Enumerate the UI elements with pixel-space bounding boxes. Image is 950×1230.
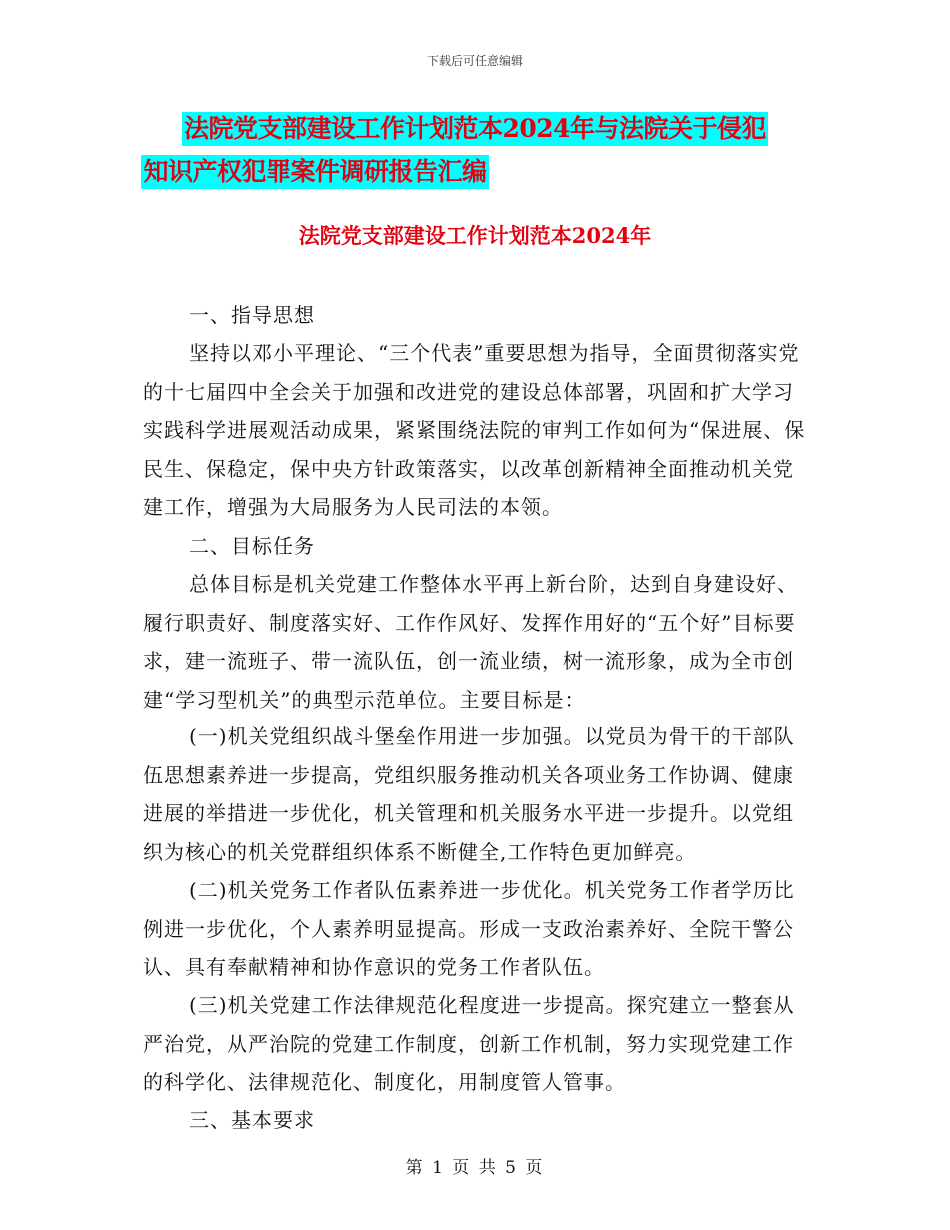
paragraph-goal-1: (一)机关党组织战斗堡垒作用进一步加强。以党员为骨干的干部队伍思想素养进一步提高，党组织服务推动机关各项业务工作协调、健康进展的举措进一步优化，机关管理和机关服务水平进一步提升。以党组织为核心的机关党群组织体系不断健全,工作特色更加鲜亮。	[143, 724, 795, 864]
paragraph-guiding-ideology: 坚持以邓小平理论、“三个代表”重要思想为指导，全面贯彻落实党的十七届四中全会关于加强和改进党的建设总体部署，巩固和扩大学习实践科学进展观活动成果，紧紧围绕法院的审判工作如何为“保进展、保民生、保稳定，保中央方针政策落实，以改革创新精神全面推动机关党建工作，增强为大局服务为人民司法的本领。	[143, 341, 806, 519]
page-footer: 第 1 页 共 5 页	[405, 1158, 545, 1178]
heading-basic-requirements: 三、基本要求	[189, 1108, 315, 1132]
document-title-line-1-wrap	[0, 112, 950, 146]
document-title-line-1: 法院党支部建设工作计划范本2024年与法院关于侵犯	[182, 112, 768, 146]
paragraph-goal-3: (三)机关党建工作法律规范化程度进一步提高。探究建立一整套从严治党，从严治院的党建工作制度，创新工作机制，努力实现党建工作的科学化、法律规范化、制度化，用制度管人管事。	[143, 993, 795, 1094]
header-note: 下载后可任意编辑	[426, 54, 523, 68]
document-title-line-2-wrap	[0, 155, 790, 189]
paragraph-goal-2: (二)机关党务工作者队伍素养进一步优化。机关党务工作者学历比例进一步优化，个人素养明显提高。形成一支政治素养好、全院干警公认、具有奉献精神和协作意识的党务工作者队伍。	[143, 878, 795, 979]
heading-goals: 二、目标任务	[189, 534, 315, 558]
section-subtitle: 法院党支部建设工作计划范本2024年	[298, 223, 652, 248]
document-title-line-2: 知识产权犯罪案件调研报告汇编	[141, 155, 488, 189]
paragraph-goals-overall: 总体目标是机关党建工作整体水平再上新台阶，达到自身建设好、履行职责好、制度落实好、工作作风好、发挥作用好的“五个好”目标要求，建一流班子、带一流队伍，创一流业绩，树一流形象，成为全市创建“学习型机关”的典型示范单位。主要目标是：	[143, 572, 798, 712]
heading-guiding-ideology: 一、指导思想	[189, 303, 315, 327]
